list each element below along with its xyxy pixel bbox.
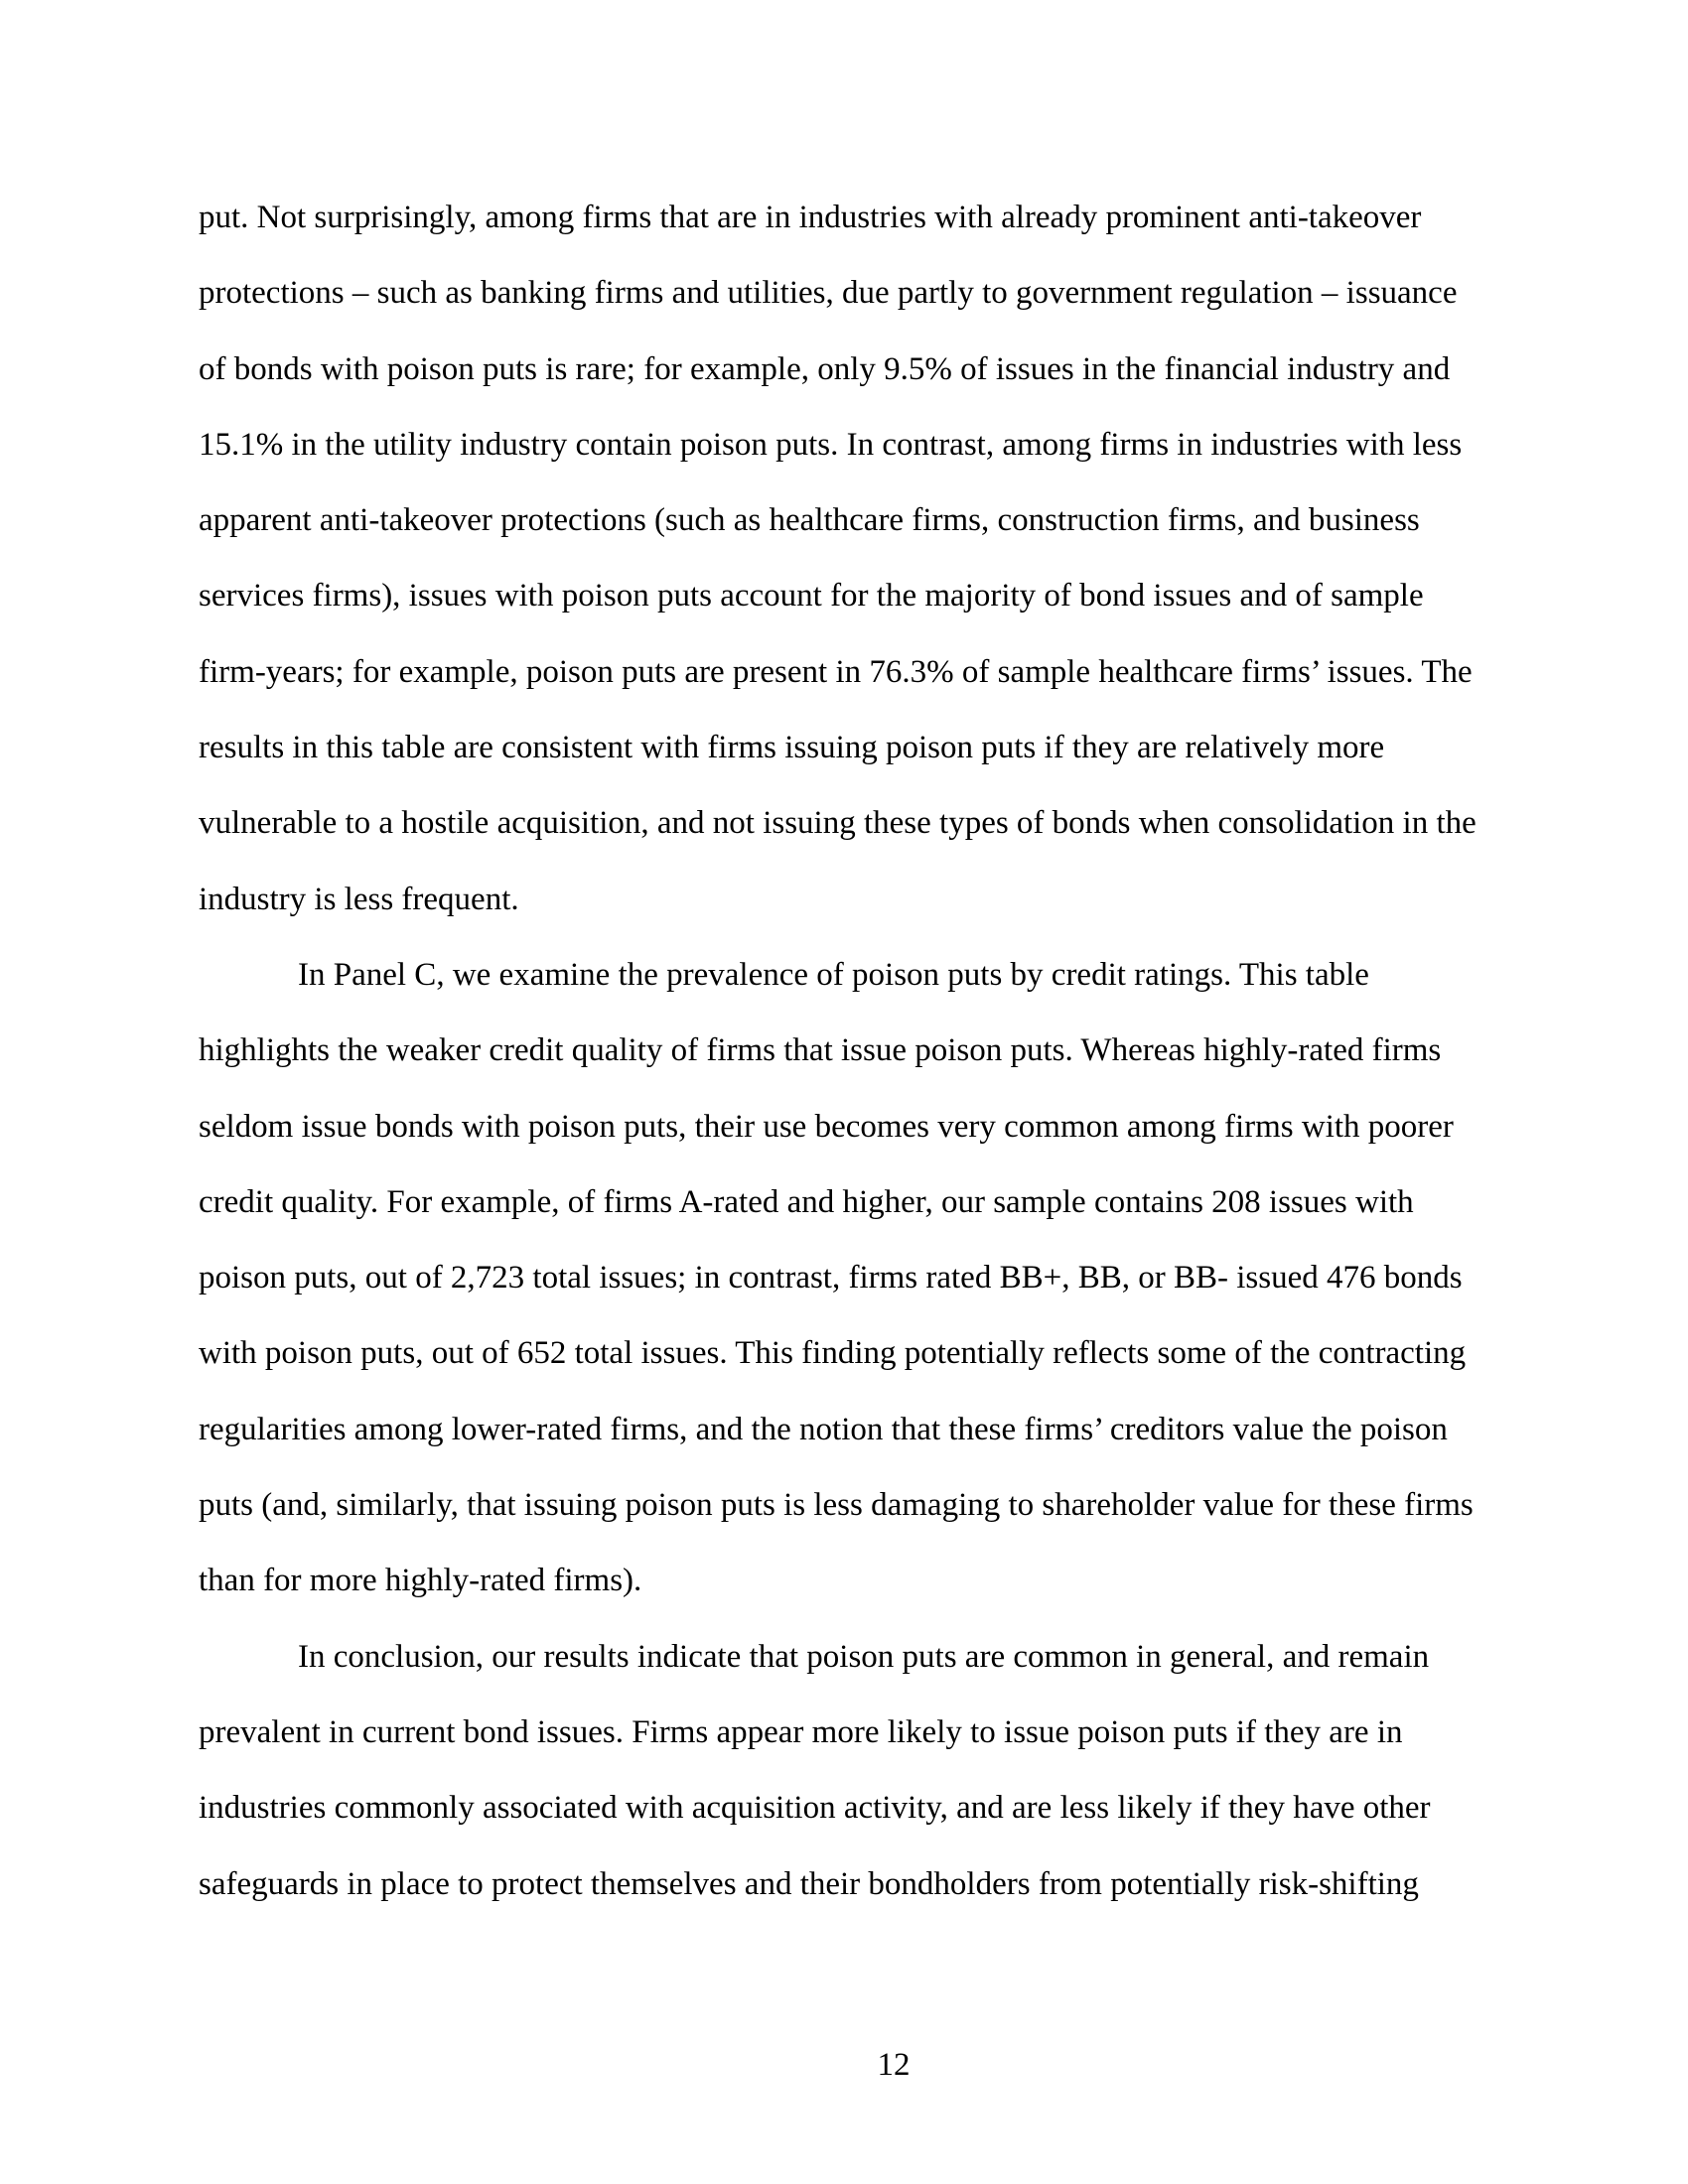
text-line: credit quality. For example, of firms A-rated and higher, our sample contains 208 issues with (199, 1183, 1414, 1220)
text-line: puts (and, similarly, that issuing poison puts is less damaging to shareholder value for these firms (199, 1487, 1474, 1524)
text-line: protections – such as banking firms and utilities, due partly to government regulation – issuance (199, 275, 1458, 312)
text-line: with poison puts, out of 652 total issues. This finding potentially reflects some of the contracting (199, 1335, 1467, 1372)
text-line: put. Not surprisingly, among firms that are in industries with already prominent anti-takeover (199, 200, 1422, 235)
text-line: apparent anti-takeover protections (such as healthcare firms, construction firms, and business (199, 502, 1420, 539)
text-line: In conclusion, our results indicate that poison puts are common in general, and remain (298, 1638, 1430, 1675)
body-text (199, 180, 1589, 1922)
text-line: prevalent in current bond issues. Firms appear more likely to issue poison puts if they are in (199, 1713, 1403, 1750)
text-line: vulnerable to a hostile acquisition, and not issuing these types of bonds when consolidation in the (199, 805, 1477, 842)
text-line: 15.1% in the utility industry contain poison puts. In contrast, among firms in industries with less (199, 426, 1463, 463)
text-line: poison puts, out of 2,723 total issues; in contrast, firms rated BB+, BB, or BB- issued 476 bonds (199, 1260, 1463, 1297)
text-line: than for more highly-rated firms). (199, 1563, 642, 1599)
text-line: highlights the weaker credit quality of firms that issue poison puts. Whereas highly-rated firms (199, 1032, 1442, 1069)
text-line: firm-years; for example, poison puts are present in 76.3% of sample healthcare firms’ issues. The (199, 653, 1473, 690)
text-line: results in this table are consistent with firms issuing poison puts if they are relatively more (199, 730, 1385, 766)
text-line: industry is less frequent. (199, 881, 519, 917)
page-number: 12 (877, 2047, 911, 2083)
text-line: of bonds with poison puts is rare; for example, only 9.5% of issues in the financial industry and (199, 350, 1451, 387)
text-line: In Panel C, we examine the prevalence of poison puts by credit ratings. This table (298, 956, 1369, 993)
text-line: services firms), issues with poison puts account for the majority of bond issues and of sample (199, 578, 1424, 614)
text-line: seldom issue bonds with poison puts, their use becomes very common among firms with poorer (199, 1108, 1454, 1145)
text-line: safeguards in place to protect themselves and their bondholders from potentially risk-shifting (199, 1865, 1419, 1902)
text-line: regularities among lower-rated firms, and the notion that these firms’ creditors value the poison (199, 1411, 1448, 1447)
text-line: industries commonly associated with acquisition activity, and are less likely if they have other (199, 1790, 1431, 1827)
